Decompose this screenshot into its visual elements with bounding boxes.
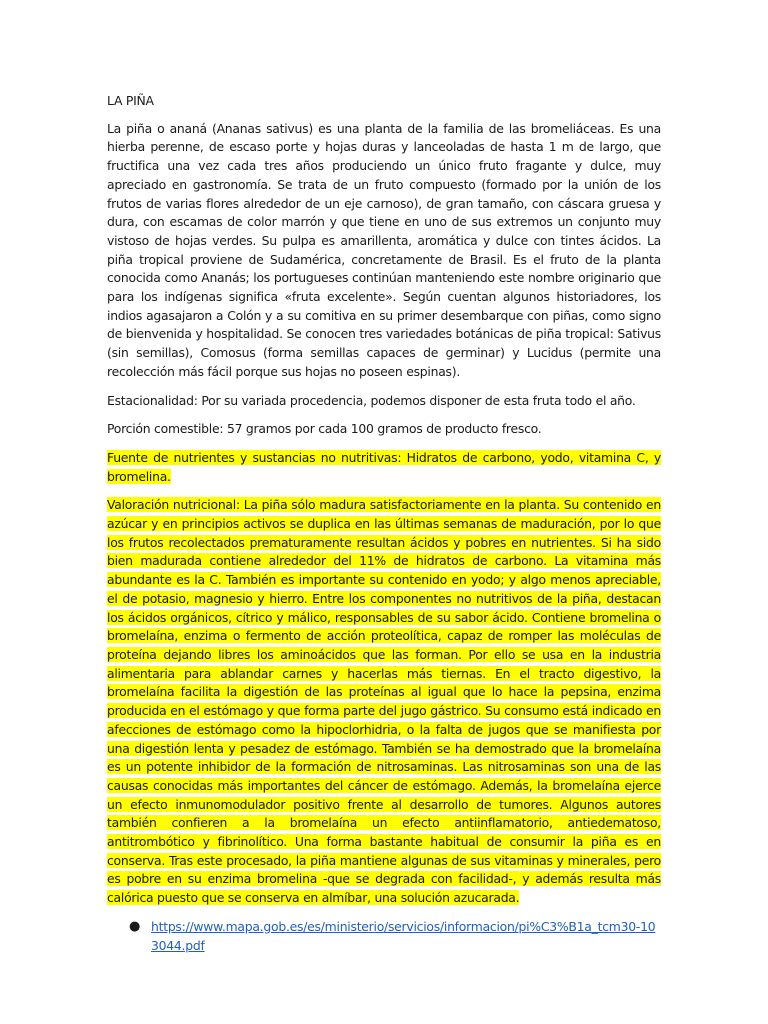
document-title: LA PIÑA [107,93,154,108]
nutrient-sources-paragraph [107,449,661,486]
list-item [129,918,661,955]
nutritional-value-highlight: Valoración nutricional: La piña sólo madura satisfactoriamente en la planta. Su contenido en azúcar y en principios activos se duplica en las últimas semanas de maduración, por lo que los frutos recolectados prematuramente resultan ácidos y pobres en nutrientes. Si ha sido bien madurada contiene alrededor del 11% de hidratos de carbono. La vitamina más abundante es la C. También es importante su contenido en yodo; y algo menos apreciable, el de potasio, magnesio y hierro. Entre los componentes no nutritivos de la piña, destacan los ácidos orgánicos, cítrico y málico, responsables de su sabor ácido. Contiene bromelina o bromelaína, enzima o fermento de acción proteolítica, capaz de romper las moléculas de proteína dejando libres los aminoácidos que las forman. Por ello se usa en la industria alimentaria para ablandar carnes y hacerlas más tiernas. En el tracto digestivo, la bromelaína facilita la digestión de las proteínas al igual que lo hace la pepsina, enzima producida en el estómago y que forma parte del jugo gástrico. Su consumo está indicado en afecciones de estómago como la hipoclorhidria, o la falta de jugos que se manifiesta por una digestión lenta y pesadez de estómago. También se ha demostrado que la bromelaína es un potente inhibidor de la formación de nitrosaminas. Las nitrosaminas son una de las causas conocidas más importantes del cáncer de estómago. Además, la bromelaína ejerce un efecto inmunomodulador positivo frente al desarrollo de tumores. Algunos autores también confieren a la bromelaína un efecto antiinflamatorio, antiedematoso, antitrombótico y fibrinolítico. Una forma bastante habitual de consumir la piña es en conserva. Tras este procesado, la piña mantiene algunas de sus vitaminas y minerales, pero es pobre en su enzima bromelina -que se degrada con facilidad-, y además resulta más calórica puesto que se conserva en almíbar, una solución azucarada. [107,497,661,906]
bullet-icon: ● [129,918,141,934]
document-page [107,92,661,955]
nutrient-sources-highlight: Fuente de nutrientes y sustancias no nutritivas: Hidratos de carbono, yodo, vitamina C, y bromelina. [107,449,661,484]
nutritional-value-paragraph [107,496,661,907]
seasonality-paragraph: Estacionalidad: Por su variada procedencia, podemos disponer de esta fruta todo el año. [107,392,636,408]
reference-link[interactable]: https://www.mapa.gob.es/es/ministerio/servicios/informacion/pi%C3%B1a_tcm30-103044.pdf [151,918,656,953]
reference-list [107,918,661,955]
edible-portion-paragraph: Porción comestible: 57 gramos por cada 100 gramos de producto fresco. [107,421,542,437]
intro-paragraph: La piña o ananá (Ananas sativus) es una planta de la familia de las bromeliáceas. Es una hierba perenne, de escaso porte y hojas duras y lanceoladas de hasta 1 m de largo, que fructifica una vez cada tres años produciendo un único fruto fragante y dulce, muy apreciado en gastronomía. Se trata de un fruto compuesto (formado por la unión de los frutos de varias flores alrededor de un eje carnoso), de gran tamaño, con cáscara gruesa y dura, con escamas de color marrón y que tiene en uno de sus extremos un conjunto muy vistoso de hojas verdes. Su pulpa es amarillenta, aromática y dulce con tintes ácidos. La piña tropical proviene de Sudamérica, concretamente de Brasil. Es el fruto de la planta conocida como Ananás; los portugueses continúan manteniendo este nombre originario que para los indígenas significa «fruta excelente». Según cuentan algunos historiadores, los indios agasajaron a Colón y a su comitiva en su primer desembarque con piñas, como signo de bienvenida y hospitalidad. Se conocen tres variedades botánicas de piña tropical: Sativus (sin semillas), Comosus (forma semillas capaces de germinar) y Lucidus (permite una recolección más fácil porque sus hojas no poseen espinas). [107,120,661,379]
